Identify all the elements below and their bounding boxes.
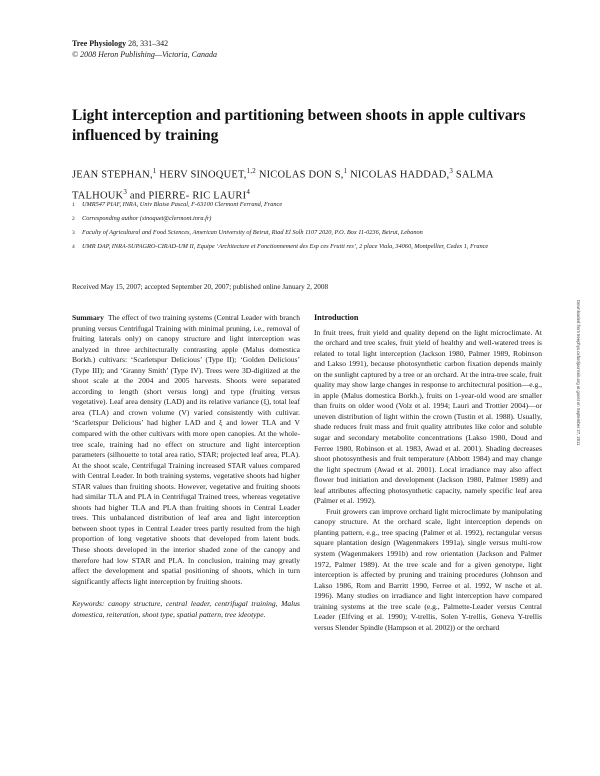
author-affil-mark: 4 [246,187,251,196]
affiliation-text[interactable]: Corresponding author (sinoquet@clermont.inra.fr) [82,215,212,222]
author-affil-mark: 1 [343,167,348,175]
volume-pages: 28, 331–342 [126,39,169,48]
author-name: JEAN STEPHAN, [72,169,153,181]
affiliations [72,200,552,256]
affiliation-text: Faculty of Agricultural and Food Sciences, American University of Beirut, Riad El Solh 1107 2020, P.O. Box 11-0236, Beirut, Lebanon [82,229,423,236]
affiliation-text: UMR DAP, INRA-SUPAGRO-CIRAD-UM II, Equipe ‘Architecture et Fonctionnement des Esp ces Fruiti res’, 2 place Viala, 34060, Montpellier, Cedex 1, France [82,243,489,250]
author-name: HERV SINOQUET, [156,169,247,181]
affiliation [72,242,552,252]
author-name: and PIERRE- RIC LAURI [127,190,247,201]
author-affil-mark: 1,2 [246,167,256,175]
affiliation-number: 3 [72,230,75,236]
affiliation-text: UMR547 PIAF, INRA, Univ Blaise Pascal, F-63100 Clermont Ferrand, France [82,201,283,208]
right-column [314,313,542,633]
author-name: TALHOUK [72,190,124,201]
paper-title: Light interception and partitioning between shoots in apple cultivars influenced by training [72,107,526,144]
author-affil-mark: 3 [449,167,454,175]
affiliation [72,200,552,210]
keywords [72,599,300,620]
affiliation [72,228,552,238]
download-note-text[interactable]: Downloaded from treephys.oxfordjournals.org at guest on September 27, 2011 [576,300,581,446]
journal-name: Tree Physiology [72,39,127,48]
affiliation [72,214,552,224]
author-affil-mark: 3 [123,187,128,196]
journal-header [72,38,217,60]
summary-text: The effect of two training systems (Central Leader with branch pruning versus Centrifugal Training with minimal pruning, i.e., removal of fruiting laterals only) on canopy structure and light interception was analyzed in three architecturally contrasting apple (Malus domestica Borkh.) cultivars: ‘Scarletspur Delicious’ (Type II); ‘Golden Delicious’ (Type III); and ‘Granny Smith’ (Type IV). Trees were 3D-digitized at the shoot scale at the 2004 and 2005 harvests. Shoots were separated according to length (short versus long) and type (fruiting versus vegetative). Leaf area density (LAD) and its relative variance (ξ), total leaf area (TLA) and crown volume (V) varied consistently with cultivar. ‘Scarletspur Delicious’ had higher LAD and ξ and lower TLA and V compared with the other cultivars with more open canopies. At the whole-tree scale, training had no effect on structure and light interception parameters (silhouette to total area ratio, STAR; projected leaf area, PLA). At the shoot scale, Centrifugal Training increased STAR values compared with Central Leader. In both training systems, vegetative shoots had higher STAR values than fruiting shoots. However, vegetative and fruiting shoots had similar TLA and PLA in Centrifugal Trained trees, whereas vegetative shoots had higher TLA and PLA than fruiting shoots in Central Leader trees. This unbalanced distribution of leaf area and light interception between shoot types in Central Leader trees partly resulted from the high proportion of long vegetative shoots that developed from latent buds. These shoots developed in the interior shaded zone of the canopy and therefore had low STAR and PLA. In conclusion, training may greatly affect the development and spatial positioning of shoots, which in turn significantly affects light interception by fruiting shoots. [72,313,300,586]
keywords-label: Keywords: [72,599,105,609]
copyright: © 2008 Heron Publishing—Victoria, Canada [72,50,217,59]
received-dates: Received May 15, 2007; accepted September 20, 2007; published online January 2, 2008 [72,283,329,291]
author-affil-mark: 1 [152,167,157,175]
keywords-text: canopy structure, central leader, centrifugal training, Malus domestica, reiteration, shoot type, spatial pattern, tree ideotype. [72,599,300,619]
left-column [72,313,300,620]
author-name: NICOLAS HADDAD, [347,169,450,181]
affiliation-number: 1 [72,202,75,208]
introduction-heading: Introduction [314,313,359,322]
affiliation-number: 4 [72,244,75,250]
intro-paragraph-2: Fruit growers can improve orchard light microclimate by manipulating canopy structure. At the orchard scale, light interception depends on planting pattern, e.g., tree spacing (Palmer et al. 1992), rectangular versus square plantation design (Wagenmakers 1991a), single versus multi-row system (Wagenmakers 1991b) and row orientation (Jackson and Palmer 1972, Palmer 1989). At the tree scale and for a given genotype, light interception is affected by pruning and training procedures (Johnson and Lakso 1986, Rom and Barritt 1990, Ferree et al. 1992, W nsche et al. 1996). Many studies on irradiance and light interception have compared training systems at the tree scale (e.g., Palmette-Leader versus Central Leader (Elfving et al. 1990); V-trellis, Solen Y-trellis, Geneva Y-trellis versus Slender Spindle (Hampson et al. 2002)) or the orchard [314,506,542,632]
summary-heading: Summary [72,313,104,322]
author-list [72,163,562,204]
author-name: NICOLAS DON S, [256,169,344,181]
download-watermark [574,300,582,620]
summary-paragraph [72,313,300,587]
intro-paragraph-1: In fruit trees, fruit yield and quality depend on the light microclimate. At the orchard and tree scales, fruit yield of healthy and well-watered trees is related to total light interception (Jackson 1980, Palmer 1989, Robinson and Lakso 1991), because photosynthetic carbon fixation depends mainly on the sunlight captured by a tree or an orchard. At the intra-tree scale, fruit quality may show large changes in response to architectural position—e.g., in apple (Malus domestica Borkh.), fruits on 1-year-old wood are smaller than fruits on older wood (Volz et al. 1994; Lauri and Trottier 2004)—or uneven distribution of light within the crown (Tustin et al. 1988). Usually, shade reduces fruit mass and fruit quality attributes like color and soluble sugar and secondary metabolite concentrations (Lakso 1980, Doud and Ferree 1980, Robinson et al. 1983, Awad et al. 2001). Shading decreases shoot photosynthesis and fruit temperature (Abbott 1984) and may change the light spectrum (Awad et al. 2001). Local irradiance may also affect flower bud initiation and development (Jackson 1980, Palmer 1989) and leaf attributes affecting photosynthetic capacity, namely specific leaf area (Palmer et al. 1992). [314,327,542,506]
affiliation-number: 2 [72,216,75,222]
author-name: SALMA [453,169,494,181]
